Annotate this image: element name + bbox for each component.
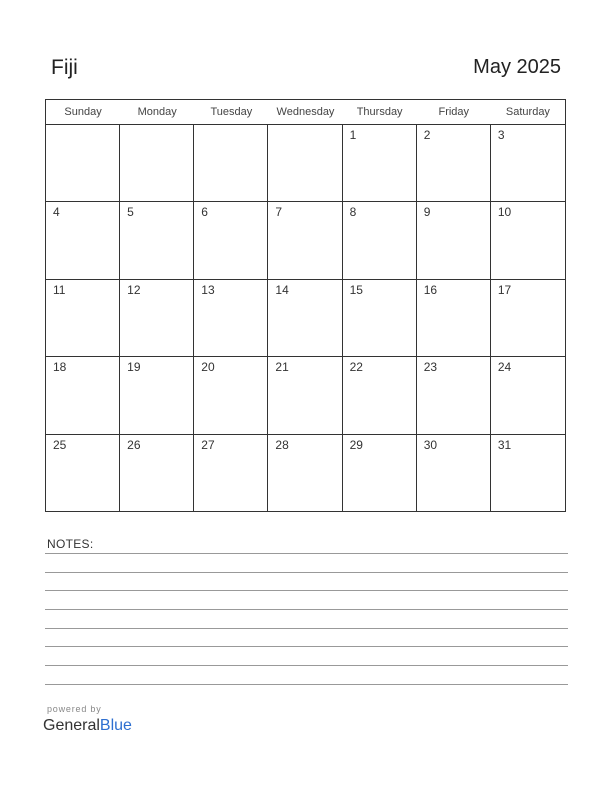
day-cell (194, 280, 268, 357)
brand-general: General (43, 717, 100, 734)
country-title: Fiji (51, 56, 78, 79)
day-number: 15 (349, 282, 363, 297)
day-number: 25 (53, 437, 67, 452)
day-cell (46, 202, 120, 279)
day-number: 13 (201, 282, 215, 297)
month-year-title: May 2025 (473, 56, 561, 78)
day-cell (343, 125, 417, 202)
day-cell (417, 435, 491, 512)
day-number: 23 (423, 360, 438, 375)
day-cell (417, 357, 491, 434)
day-number: 29 (349, 437, 363, 452)
day-number: 17 (497, 282, 512, 297)
day-number: 21 (275, 360, 289, 375)
day-number: 24 (497, 360, 512, 375)
day-cell (268, 202, 342, 279)
calendar-weeks (46, 125, 565, 512)
day-cell (46, 357, 120, 434)
note-line (45, 553, 568, 554)
day-number: 7 (275, 205, 283, 220)
brand-logo (43, 717, 132, 735)
day-cell (120, 280, 194, 357)
day-number: 12 (127, 282, 141, 297)
note-line (45, 590, 568, 591)
day-number: 28 (275, 437, 289, 452)
day-cell (268, 125, 342, 202)
powered-by-text: powered by (47, 704, 102, 714)
note-line (45, 609, 568, 610)
day-number: 5 (127, 205, 134, 220)
weekday-friday: Friday (438, 106, 470, 118)
day-cell (268, 435, 342, 512)
day-number: 19 (127, 360, 141, 375)
calendar-grid (45, 99, 566, 512)
day-number: 22 (349, 360, 363, 375)
day-number: 3 (497, 128, 505, 142)
day-number: 30 (423, 437, 438, 452)
weekday-tuesday: Tuesday (210, 106, 253, 118)
day-cell (343, 202, 417, 279)
day-number: 9 (423, 205, 431, 220)
day-cell (268, 280, 342, 357)
weekday-wednesday: Wednesday (276, 106, 335, 118)
day-cell (417, 202, 491, 279)
day-cell (343, 280, 417, 357)
day-cell (194, 435, 268, 512)
day-cell (46, 435, 120, 512)
day-number: 31 (497, 437, 512, 452)
note-line (45, 572, 568, 573)
day-cell (194, 202, 268, 279)
day-cell (417, 280, 491, 357)
day-number: 27 (201, 437, 215, 452)
day-cell (194, 357, 268, 434)
day-cell (491, 202, 565, 279)
weekday-header-row (46, 100, 565, 125)
day-number: 10 (497, 205, 512, 220)
day-cell (194, 125, 268, 202)
day-number: 2 (423, 128, 431, 142)
note-line (45, 665, 568, 666)
brand-blue: Blue (99, 717, 132, 734)
notes-label: NOTES: (47, 537, 94, 551)
day-number: 11 (53, 282, 66, 297)
day-number: 6 (201, 205, 208, 220)
day-number: 18 (53, 360, 67, 375)
day-number: 26 (127, 437, 141, 452)
note-line (45, 646, 568, 647)
day-cell (268, 357, 342, 434)
weekday-saturday: Saturday (505, 106, 550, 118)
day-cell (46, 125, 120, 202)
day-cell (491, 435, 565, 512)
day-number: 8 (349, 205, 357, 220)
day-number: 4 (53, 205, 60, 220)
day-cell (417, 125, 491, 202)
weekday-monday: Monday (137, 106, 177, 118)
day-cell (491, 357, 565, 434)
day-cell (120, 125, 194, 202)
day-cell (120, 202, 194, 279)
day-cell (120, 435, 194, 512)
day-cell (491, 125, 565, 202)
day-number: 20 (201, 360, 215, 375)
note-line (45, 684, 568, 685)
weekday-sunday: Sunday (64, 106, 102, 118)
day-cell (120, 357, 194, 434)
weekday-thursday: Thursday (356, 106, 403, 118)
day-number: 14 (275, 282, 289, 297)
day-cell (343, 435, 417, 512)
day-cell (46, 280, 120, 357)
day-number: 1 (349, 128, 357, 142)
note-line (45, 628, 568, 629)
day-number: 16 (423, 282, 438, 297)
day-cell (343, 357, 417, 434)
day-cell (491, 280, 565, 357)
